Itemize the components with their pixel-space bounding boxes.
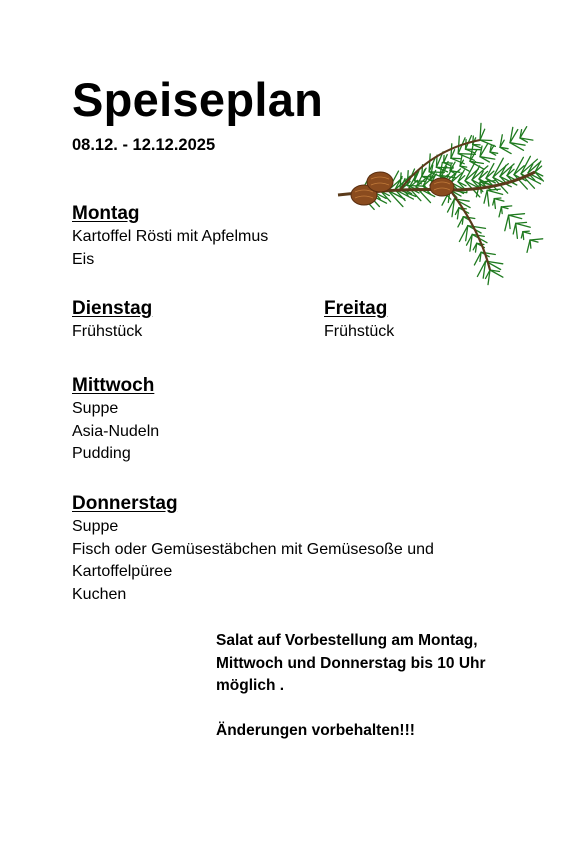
date-range: 08.12. - 12.12.2025 (72, 136, 216, 154)
order-note (216, 630, 536, 742)
day-dienstag (72, 297, 152, 344)
menu-item: Eis (72, 250, 95, 268)
menu-item: Kartoffel Rösti mit Apfelmus (72, 228, 269, 245)
day-donnerstag (72, 492, 492, 606)
menu-item: Frühstück (72, 323, 143, 340)
note-line: Mittwoch und Donnerstag bis 10 Uhr (216, 654, 486, 672)
menu-item: Suppe (72, 400, 119, 417)
day-heading: Freitag (324, 298, 388, 319)
day-montag (72, 202, 268, 271)
menu-item: Suppe (72, 518, 119, 535)
day-mittwoch (72, 374, 159, 466)
menu-item: Kuchen (72, 585, 127, 603)
menu-item: Fisch oder Gemüsestäbchen mit Gemüsesoße und (72, 540, 434, 558)
pine-branch-icon (330, 120, 555, 290)
menu-item: Pudding (72, 445, 131, 462)
page-title: Speiseplan (72, 73, 324, 126)
day-heading: Mittwoch (72, 375, 155, 396)
menu-item: Kartoffelpüree (72, 563, 173, 580)
day-heading: Donnerstag (72, 493, 178, 514)
disclaimer: Änderungen vorbehalten!!! (216, 721, 415, 739)
note-line: möglich . (216, 677, 285, 694)
menu-item: Frühstück (324, 323, 395, 340)
note-line: Salat auf Vorbestellung am Montag, (216, 632, 478, 649)
day-heading: Dienstag (72, 298, 153, 319)
day-heading: Montag (72, 203, 140, 224)
menu-item: Asia-Nudeln (72, 422, 160, 440)
day-freitag (324, 297, 394, 344)
